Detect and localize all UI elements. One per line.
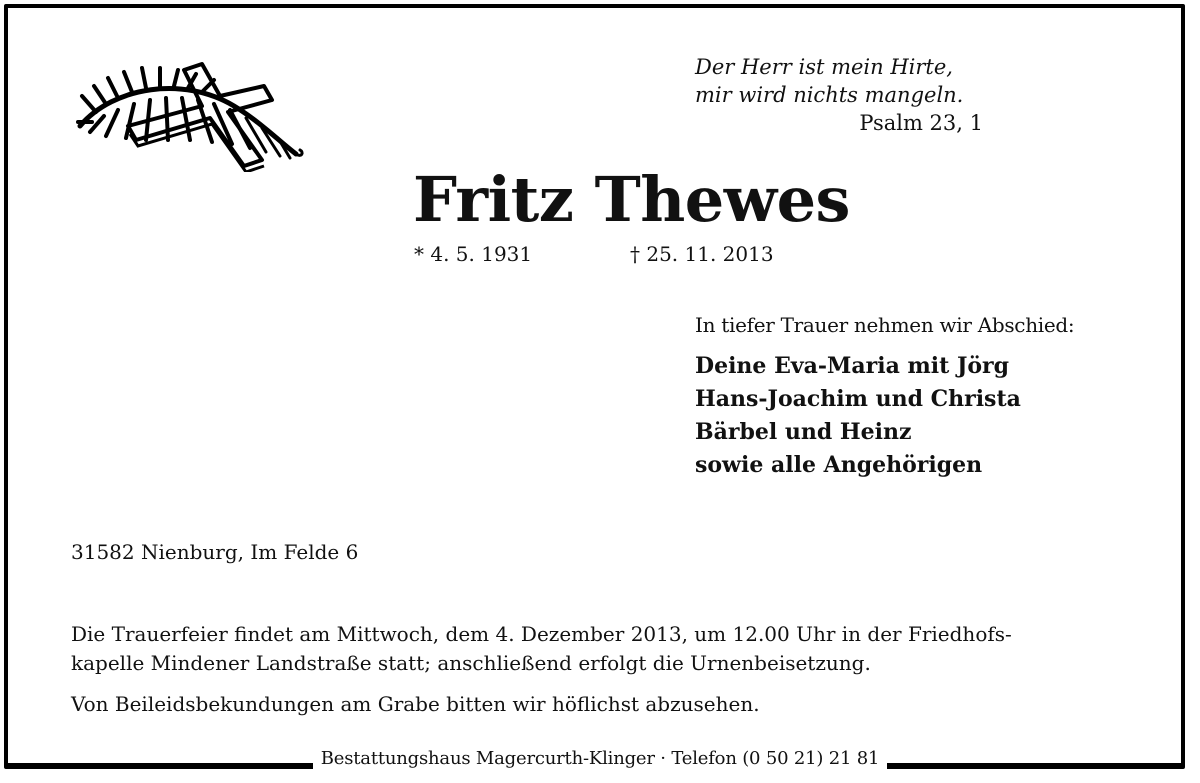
family-member: Deine Eva-Maria mit Jörg [695, 353, 1010, 379]
service-line-2: kapelle Mindener Landstraße statt; anschließend erfolgt die Urnenbeisetzung. [71, 651, 871, 675]
birth-date: * 4. 5. 1931 [414, 242, 533, 266]
mourning-intro: In tiefer Trauer nehmen wir Abschied: [695, 313, 1075, 337]
death-date: † 25. 11. 2013 [630, 242, 774, 266]
footer [0, 745, 1200, 773]
psalm-line-2: mir wird nichts mangeln. [695, 83, 964, 107]
funeral-home-contact: Bestattungshaus Magercurth-Klinger · Telefon (0 50 21) 21 81 [313, 745, 887, 773]
psalm-line-1: Der Herr ist mein Hirte, [695, 55, 953, 79]
psalm-reference: Psalm 23, 1 [859, 111, 983, 135]
funeral-service-info [71, 620, 1141, 678]
psalm-quote [695, 53, 995, 137]
family-member: Hans-Joachim und Christa [695, 386, 1021, 412]
cross-with-palm-frond-icon [74, 56, 310, 172]
address: 31582 Nienburg, Im Felde 6 [71, 540, 359, 564]
deceased-name: Fritz Thewes [413, 163, 850, 236]
condolence-note: Von Beileidsbekundungen am Grabe bitten wir höflichst abzusehen. [71, 692, 760, 716]
service-line-1: Die Trauerfeier findet am Mittwoch, dem 4. Dezember 2013, um 12.00 Uhr in der Friedhofs- [71, 622, 1012, 646]
family-list [695, 350, 1021, 482]
family-member: sowie alle Angehörigen [695, 452, 983, 478]
family-member: Bärbel und Heinz [695, 419, 912, 445]
